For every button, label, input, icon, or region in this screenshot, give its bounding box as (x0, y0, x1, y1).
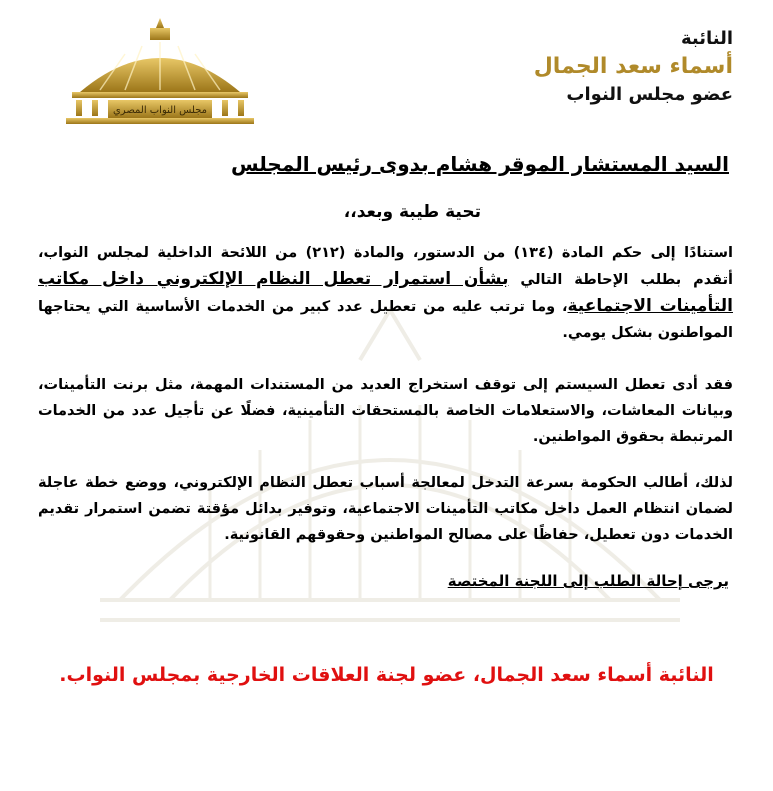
signature-line: النائبة أسماء سعد الجمال، عضو لجنة العلاقات الخارجية بمجلس النواب. (59, 664, 714, 686)
paragraph-1-highlight: بشأن استمرار تعطل النظام الإلكتروني داخل مكاتب التأمينات الاجتماعية (38, 269, 733, 316)
paragraph-2: فقد أدى تعطل السيستم إلى توقف استخراج العديد من المستندات المهمة، مثل برنت التأمينات، وبيانات المعاشات، والاستعلامات الخاصة بالمستحقات التأمينية، فضلًا عن تأجيل عدد من الخدمات المرتبطة بحقوق المواطنين. (38, 377, 733, 445)
letterhead (534, 28, 733, 106)
member-name: أسماء سعد الجمال (533, 53, 733, 79)
greeting: تحية طيبة وبعد،، (343, 202, 481, 222)
parliament-logo (50, 14, 270, 134)
paragraph-1 (38, 240, 733, 346)
recipient-line: السيد المستشار الموقر هشام بدوى رئيس المجلس (230, 152, 729, 176)
paragraph-3: لذلك، أطالب الحكومة بسرعة التدخل لمعالجة أسباب تعطل النظام الإلكتروني، ووضع خطة عاجلة لضمان انتظام العمل داخل مكاتب التأمينات الاجتماعية، وتوفير بدائل مؤقتة تضمن استمرار تقديم الخدمات دون تعطيل، حفاظًا على مصالح المواطنين وحقوقهم القانونية. (38, 475, 733, 543)
paragraph-1-intro: استنادًا إلى حكم المادة (١٣٤) من الدستور، والمادة (٢١٢) من اللائحة الداخلية لمجلس النواب، أتقدم بطلب الإحاطة التالي (38, 245, 734, 288)
member-role: عضو مجلس النواب (566, 83, 733, 105)
paragraph-1-outro: ، وما ترتب عليه من تعطيل عدد كبير من الخدمات الأساسية التي يحتاجها المواطنون بشكل يومي. (38, 299, 733, 341)
member-title: النائبة (680, 28, 733, 49)
referral-line: يرجى إحالة الطلب إلى اللجنة المختصة (447, 572, 729, 590)
logo-text: مجلس النواب المصري (112, 105, 208, 116)
